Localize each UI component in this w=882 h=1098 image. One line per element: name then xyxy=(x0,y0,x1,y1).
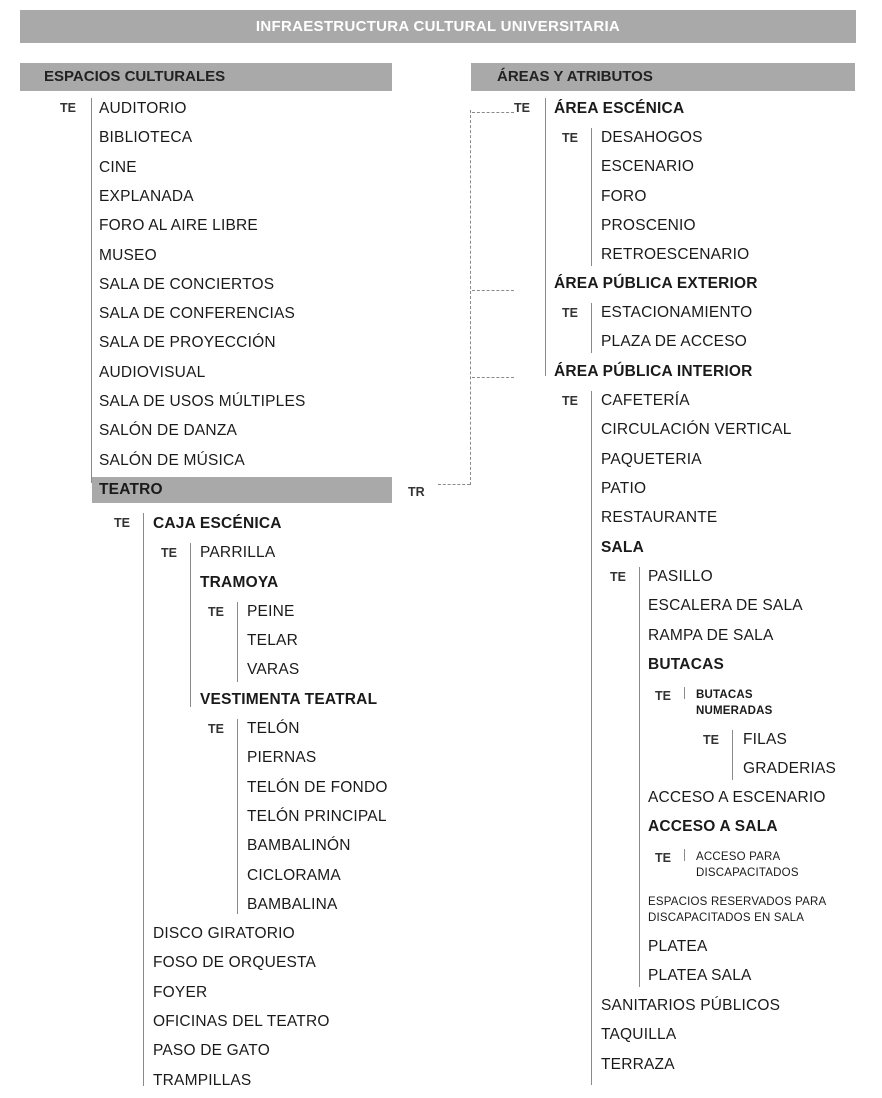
te-label: TE xyxy=(514,101,530,115)
sala-item[interactable]: PLATEA xyxy=(648,938,708,955)
tr-label: TR xyxy=(408,485,425,499)
tree-line xyxy=(684,849,685,861)
tree-line xyxy=(591,391,592,1085)
butacas-label[interactable]: BUTACAS xyxy=(648,656,725,673)
espacios-reservados-label[interactable]: ESPACIOS RESERVADOS PARA DISCAPACITADOS EN SALA xyxy=(648,896,826,924)
espacio-item[interactable]: SALA DE CONCIERTOS xyxy=(99,275,275,293)
area-interior-label[interactable]: ÁREA PÚBLICA INTERIOR xyxy=(554,363,753,380)
tr-connector xyxy=(438,484,470,485)
acceso-discapacitados-label[interactable]: ACCESO PARA DISCAPACITADOS xyxy=(696,851,799,879)
te-label: TE xyxy=(562,306,578,320)
caja-escenica-label[interactable]: CAJA ESCÉNICA xyxy=(153,515,282,532)
tramoya-item[interactable]: VARAS xyxy=(247,661,300,679)
espacio-item[interactable]: EXPLANADA xyxy=(99,187,194,205)
tramoya-item[interactable]: TELAR xyxy=(247,632,298,650)
tr-connector-vertical xyxy=(470,110,471,485)
tramoya-item[interactable]: PEINE xyxy=(247,603,295,620)
tree-line xyxy=(237,602,238,682)
te-label: TE xyxy=(208,605,224,619)
area-interior-item[interactable]: RESTAURANTE xyxy=(601,509,718,527)
area-escenica-item[interactable]: DESAHOGOS xyxy=(601,129,703,146)
area-interior-item[interactable]: SANITARIOS PÚBLICOS xyxy=(601,997,781,1014)
espacio-item[interactable]: CINE xyxy=(99,158,137,176)
vestimenta-item[interactable]: BAMBALINA xyxy=(247,895,338,913)
te-label: TE xyxy=(655,851,671,865)
sala-item[interactable]: ESCALERA DE SALA xyxy=(648,597,803,615)
espacio-item[interactable]: SALA DE PROYECCIÓN xyxy=(99,334,276,352)
connector-area-escenica xyxy=(472,112,514,113)
area-interior-item[interactable]: TAQUILLA xyxy=(601,1026,677,1044)
butacas-numeradas-item[interactable]: FILAS xyxy=(743,731,788,748)
te-label: TE xyxy=(562,394,578,408)
espacio-item[interactable]: SALÓN DE MÚSICA xyxy=(99,451,245,469)
connector-area-interior xyxy=(472,377,514,378)
tree-line xyxy=(91,98,92,483)
teatro-label[interactable]: TEATRO xyxy=(99,481,163,498)
espacio-item[interactable]: SALA DE CONFERENCIAS xyxy=(99,305,296,323)
title-bar xyxy=(20,10,856,43)
area-interior-item[interactable]: PAQUETERIA xyxy=(601,450,702,468)
tree-line xyxy=(237,719,238,914)
teatro-item[interactable]: DISCO GIRATORIO xyxy=(153,925,295,942)
sala-item[interactable]: PASILLO xyxy=(648,568,713,585)
area-escenica-item[interactable]: RETROESCENARIO xyxy=(601,246,750,264)
area-interior-item[interactable]: TERRAZA xyxy=(601,1055,675,1073)
area-escenica-label[interactable]: ÁREA ESCÉNICA xyxy=(554,100,685,117)
vestimenta-item[interactable]: BAMBALINÓN xyxy=(247,837,351,855)
teatro-item[interactable]: PASO DE GATO xyxy=(153,1042,270,1060)
espacio-item[interactable]: BIBLIOTECA xyxy=(99,129,193,147)
vestimenta-item[interactable]: CICLORAMA xyxy=(247,866,341,884)
sala-item[interactable]: RAMPA DE SALA xyxy=(648,626,774,644)
left-header-bar xyxy=(20,63,392,91)
acceso-sala-label[interactable]: ACCESO A SALA xyxy=(648,818,778,835)
tree-line xyxy=(591,128,592,266)
te-label: TE xyxy=(60,101,76,115)
sala-item[interactable]: PLATEA SALA xyxy=(648,967,752,985)
butacas-numeradas-item[interactable]: GRADERIAS xyxy=(743,760,837,778)
vestimenta-label[interactable]: VESTIMENTA TEATRAL xyxy=(200,691,378,708)
tree-line xyxy=(143,513,144,1086)
teatro-item[interactable]: FOSO DE ORQUESTA xyxy=(153,954,317,972)
parrilla-label[interactable]: PARRILLA xyxy=(200,544,276,561)
te-label: TE xyxy=(208,722,224,736)
espacio-item[interactable]: SALÓN DE DANZA xyxy=(99,422,238,440)
area-escenica-item[interactable]: PROSCENIO xyxy=(601,216,696,234)
espacio-item[interactable]: AUDIOVISUAL xyxy=(99,363,206,381)
area-exterior-label[interactable]: ÁREA PÚBLICA EXTERIOR xyxy=(554,275,758,292)
vestimenta-item[interactable]: TELÓN xyxy=(247,720,300,737)
teatro-item[interactable]: TRAMPILLAS xyxy=(153,1071,252,1089)
sala-label[interactable]: SALA xyxy=(601,539,644,556)
tree-line xyxy=(684,687,685,699)
espacio-item[interactable]: FORO AL AIRE LIBRE xyxy=(99,217,258,235)
vestimenta-item[interactable]: TELÓN DE FONDO xyxy=(247,778,388,796)
left-header: ESPACIOS CULTURALES xyxy=(44,68,226,85)
diagram-title: INFRAESTRUCTURA CULTURAL UNIVERSITARIA xyxy=(255,18,621,35)
espacio-item[interactable]: AUDITORIO xyxy=(99,100,187,117)
tramoya-label[interactable]: TRAMOYA xyxy=(200,574,279,591)
tree-line xyxy=(591,303,592,353)
butacas-numeradas-label[interactable]: BUTACAS NUMERADAS xyxy=(696,689,773,717)
vestimenta-item[interactable]: PIERNAS xyxy=(247,749,317,767)
connector-area-exterior xyxy=(472,290,514,291)
te-label: TE xyxy=(562,131,578,145)
teatro-item[interactable]: OFICINAS DEL TEATRO xyxy=(153,1012,330,1030)
area-exterior-item[interactable]: ESTACIONAMIENTO xyxy=(601,304,753,321)
te-label: TE xyxy=(161,546,177,560)
te-label: TE xyxy=(703,733,719,747)
area-interior-item[interactable]: PATIO xyxy=(601,479,647,497)
vestimenta-item[interactable]: TELÓN PRINCIPAL xyxy=(247,807,387,825)
te-label: TE xyxy=(114,516,130,530)
teatro-item[interactable]: FOYER xyxy=(153,983,208,1001)
area-escenica-item[interactable]: ESCENARIO xyxy=(601,158,695,176)
right-header: ÁREAS Y ATRIBUTOS xyxy=(497,68,653,85)
tree-line xyxy=(639,567,640,987)
right-header-bar xyxy=(471,63,855,91)
tree-line xyxy=(190,543,191,707)
area-escenica-item[interactable]: FORO xyxy=(601,187,647,205)
te-label: TE xyxy=(610,570,626,584)
espacio-item[interactable]: MUSEO xyxy=(99,246,157,264)
tree-line xyxy=(732,730,733,780)
area-exterior-item[interactable]: PLAZA DE ACCESO xyxy=(601,333,747,351)
area-interior-item[interactable]: CIRCULACIÓN VERTICAL xyxy=(601,421,792,439)
acceso-escenario-label[interactable]: ACCESO A ESCENARIO xyxy=(648,789,826,806)
espacio-item[interactable]: SALA DE USOS MÚLTIPLES xyxy=(99,393,306,410)
tree-line xyxy=(545,98,546,376)
te-label: TE xyxy=(655,689,671,703)
area-interior-item[interactable]: CAFETERÍA xyxy=(601,392,690,409)
